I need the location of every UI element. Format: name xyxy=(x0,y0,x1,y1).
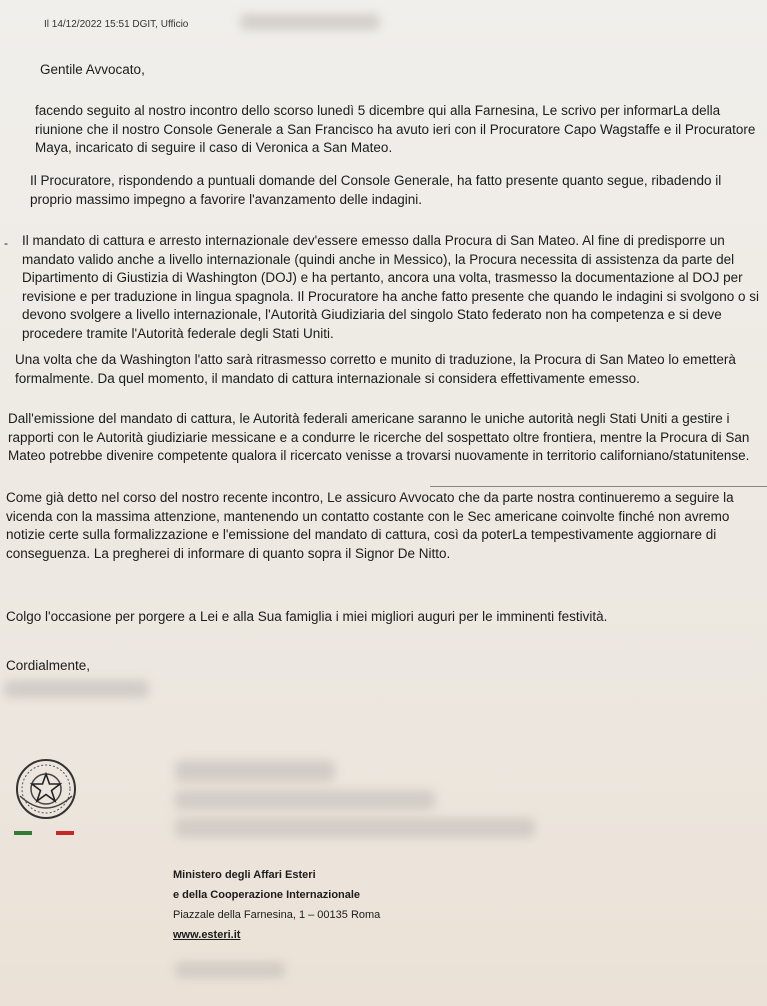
paragraph-1: facendo seguito al nostro incontro dello scorso lunedì 5 dicembre qui alla Farnesina, Le scrivo per informarLa della riunione che il nostro Console Generale a San Francisco ha avuto ieri con il Procuratore Capo Wagstaffe e il Procuratore Maya, incaricato di seguire il caso di Veronica a San Mateo. xyxy=(35,103,756,155)
header-date-line: Il 14/12/2022 15:51 DGIT, Ufficio xyxy=(44,19,189,30)
paper-fold-line xyxy=(430,486,767,487)
redacted-contact xyxy=(175,962,285,978)
paragraph-5: Dall'emissione del mandato di cattura, le Autorità federali americane saranno le uniche autorità negli Stati Uniti a gestire i rapporti con le Autorità giudiziarie messicane e a condurre le ricerche del sospettato oltre frontiera, mentre la Procura di San Mateo potrebbe divenire competente qualora il ricercato venisse a trovarsi nuovamente in territorio californiano/statunitense. xyxy=(8,411,750,463)
paragraph-7: Colgo l'occasione per porgere a Lei e alla Sua famiglia i miei migliori auguri per le imminenti festività. xyxy=(6,609,608,624)
paragraph-3: Il mandato di cattura e arresto internazionale dev'essere emesso dalla Procura di San Mateo. Al fine di predisporre un mandato valido anche a livello internazionale (quindi anche in Messico), la Procura necessita di assistenza da parte del Dipartimento di Giustizia di Washington (DOJ) e ha pertanto, ancora una volta, trasmesso la documentazione al DOJ per revisione e per traduzione in lingua spagnola. Il Procuratore ha anche fatto presente che quando le indagini si svolgono o si devono svolgere a livello internazionale, l'Autorità Giudiziaria del singolo Stato federato non ha competenza e si deve procedere tramite l'Autorità federale degli Stati Uniti. xyxy=(22,233,759,341)
redacted-sender-department xyxy=(175,818,535,838)
ministry-name-line1: Ministero degli Affari Esteri xyxy=(173,869,316,881)
redacted-sender-title xyxy=(175,790,435,810)
ministry-name-line2: e della Cooperazione Internazionale xyxy=(173,889,361,901)
italian-republic-emblem-icon xyxy=(14,756,78,822)
redacted-signature xyxy=(4,680,149,698)
ministry-website-link[interactable]: www.esteri.it xyxy=(173,929,241,941)
bullet-marker: - xyxy=(4,236,8,250)
flag-stripe-green xyxy=(14,831,32,835)
salutation: Gentile Avvocato, xyxy=(40,62,145,77)
closing: Cordialmente, xyxy=(6,658,91,673)
redacted-office-name xyxy=(240,14,380,30)
paragraph-2: Il Procuratore, rispondendo a puntuali domande del Console Generale, ha fatto presente quanto segue, ribadendo il proprio massimo impegno a favorire l'avanzamento delle indagini. xyxy=(30,173,722,207)
paragraph-4: Una volta che da Washington l'atto sarà ritrasmesso corretto e munito di traduzione, la Procura di San Mateo lo emetterà formalmente. Da quel momento, il mandato di cattura internazionale si considera effettivamente emesso. xyxy=(15,352,736,386)
ministry-block xyxy=(173,865,380,945)
flag-stripe-red xyxy=(56,831,74,835)
ministry-address: Piazzale della Farnesina, 1 – 00135 Roma xyxy=(173,909,381,921)
paragraph-6: Come già detto nel corso del nostro recente incontro, Le assicuro Avvocato che da parte nostra continueremo a seguire la vicenda con la massima attenzione, mantenendo un contatto costante con le Sec americane coinvolte finché non avremo notizie certe sulla formalizzazione e l'emissione del mandato di cattura, così da poterLa tempestivamente aggiornare di conseguenza. La pregherei di informare di quanto sopra il Signor De Nitto. xyxy=(6,490,734,561)
redacted-sender-name xyxy=(175,760,335,782)
